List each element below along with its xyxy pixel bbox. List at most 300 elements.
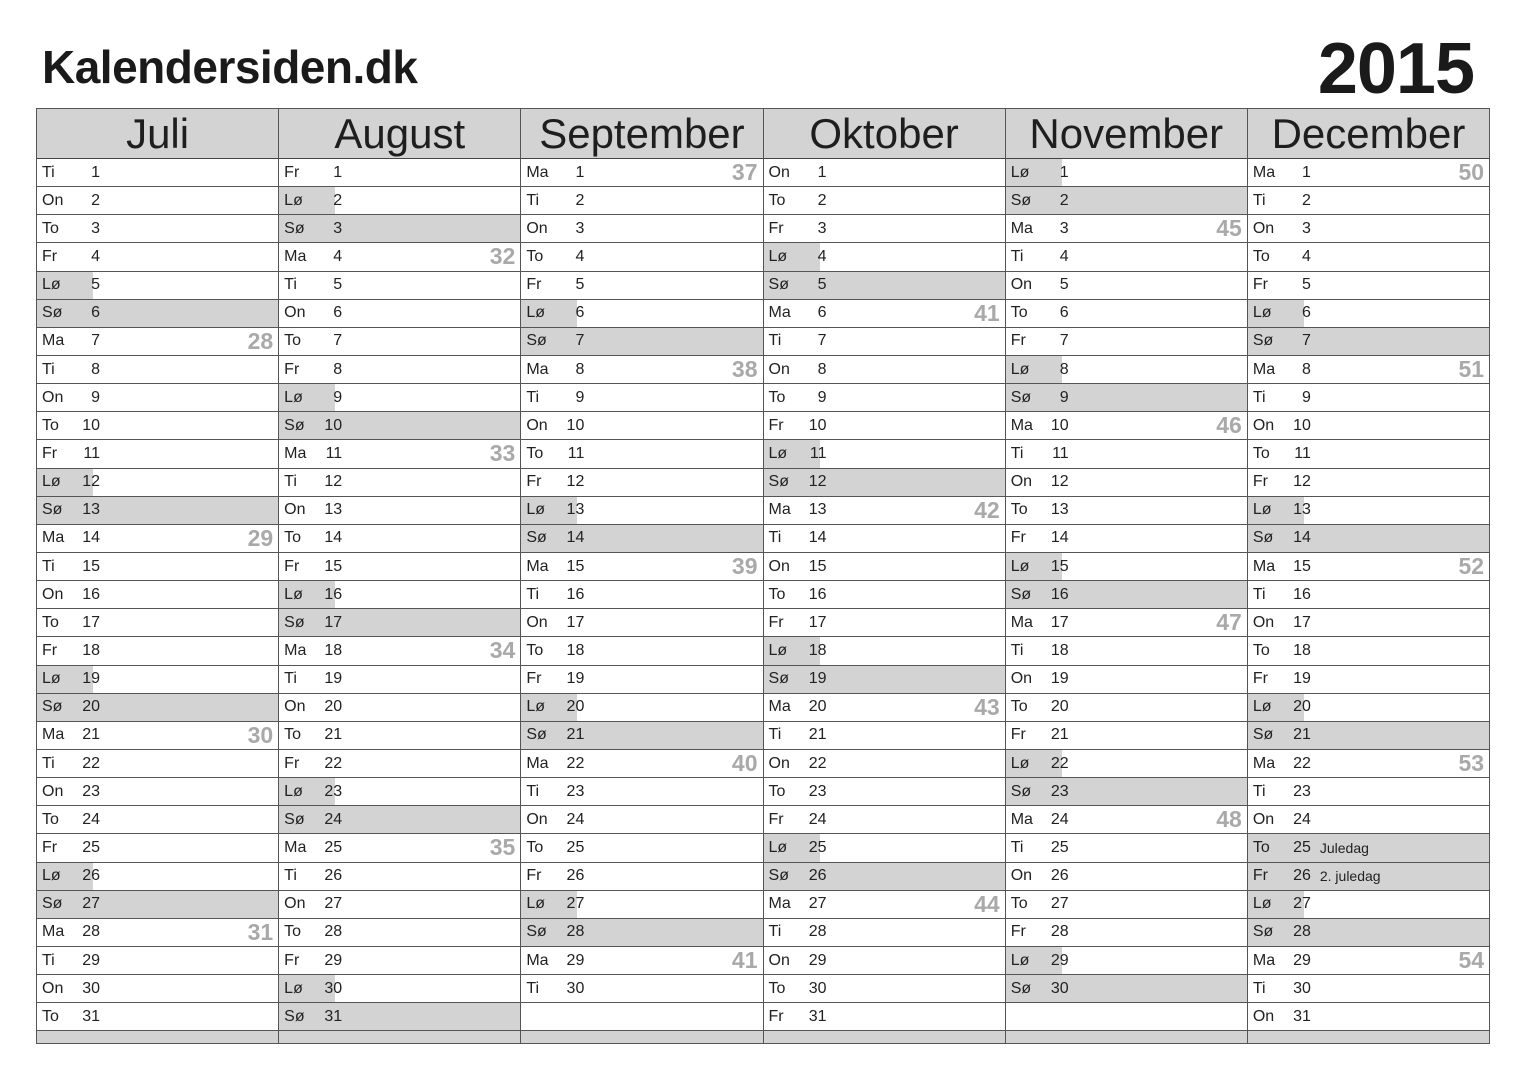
weekday-label: Fr [42,641,58,659]
day-number: 23 [566,782,585,800]
day-row [1248,300,1489,328]
day-number: 12 [82,473,100,491]
day-row [1006,469,1247,497]
day-number: 4 [575,247,585,265]
day-row [1006,215,1247,243]
weekday-label: To [1010,501,1028,519]
day-row [279,440,520,468]
weekday-label: On [768,163,790,181]
weekday-label: Lø [768,838,788,856]
weekday-label: On [284,304,306,322]
day-row [279,891,520,919]
weekday-label: Ma [526,951,549,969]
weekday-label: Ti [1252,585,1266,603]
day-number: 1 [91,163,100,181]
day-number: 15 [324,557,343,575]
weekday-label: Fr [768,810,784,828]
weekday-label: Fr [284,754,300,772]
day-row [1248,215,1489,243]
day-row [521,750,762,778]
day-row [1248,272,1489,300]
day-row [1006,243,1247,271]
day-number: 26 [808,867,827,885]
day-number: 24 [1050,810,1069,828]
day-row [764,806,1005,834]
day-number: 11 [1294,444,1311,462]
day-number: 6 [1059,304,1069,322]
day-row [279,300,520,328]
day-row [764,637,1005,665]
day-number: 20 [808,698,827,716]
day-row [521,300,762,328]
week-number: 30 [247,721,274,748]
day-number: 16 [808,585,827,603]
day-row [37,412,278,440]
weekday-label: Ti [526,388,540,406]
day-row [37,947,278,975]
day-number: 17 [82,613,100,631]
day-number: 7 [1301,332,1311,350]
weekday-label: On [284,895,306,913]
week-number: 43 [974,693,1000,720]
day-row [764,553,1005,581]
weekday-label: Ti [768,332,782,350]
weekday-label: Sø [284,613,305,631]
day-number: 31 [324,1007,343,1025]
day-number: 17 [566,613,585,631]
day-row [521,440,762,468]
day-number: 24 [82,810,100,828]
weekday-label: On [1010,276,1033,294]
day-row [1006,581,1247,609]
weekday-label: Ma [768,698,791,716]
month-column-november [1006,109,1248,1043]
weekday-label: On [1252,613,1275,631]
day-number: 29 [82,951,100,969]
day-number: 23 [324,782,343,800]
week-number: 41 [731,947,758,973]
day-row [1006,666,1247,694]
day-number: 25 [1293,838,1311,856]
footer-strip [279,1031,520,1043]
holiday-note: Juledag [1319,839,1369,856]
day-row [279,525,520,553]
day-row [764,328,1005,356]
weekday-label: Ti [768,529,782,547]
day-row [1248,497,1489,525]
weekday-label: Lø [1010,360,1030,378]
day-row [521,863,762,891]
day-row [1006,609,1247,637]
day-number: 20 [1293,698,1311,716]
weekday-label: On [1252,416,1275,434]
weekday-label: Ti [42,951,55,969]
day-number: 10 [1050,416,1069,434]
day-number: 7 [1059,332,1069,350]
weekday-label: Ma [42,726,65,744]
weekday-label: Lø [42,276,61,294]
day-number: 6 [1301,304,1311,322]
day-number: 13 [808,501,827,519]
day-row [37,863,278,891]
day-number: 14 [82,529,100,547]
day-number: 9 [575,388,585,406]
footer-strip [37,1031,278,1043]
day-number: 30 [324,979,343,997]
day-row [279,553,520,581]
day-row [521,919,762,947]
day-number: 13 [1293,501,1311,519]
weekday-label: On [42,979,64,997]
weekday-label: Lø [526,698,546,716]
day-row [521,243,762,271]
day-number: 26 [324,867,343,885]
day-number: 28 [82,923,100,941]
day-row [1006,356,1247,384]
day-number: 6 [91,304,100,322]
weekday-label: Ti [1252,191,1266,209]
day-number: 19 [808,670,827,688]
day-number: 5 [817,276,827,294]
day-number: 30 [82,979,100,997]
day-number: 8 [1059,360,1069,378]
day-row [764,919,1005,947]
empty-row [1006,1003,1247,1031]
day-number: 21 [324,726,343,744]
day-row [1006,863,1247,891]
weekday-label: Sø [1010,585,1032,603]
day-number: 9 [333,388,343,406]
day-number: 9 [817,388,827,406]
day-row [521,834,762,862]
day-row [764,384,1005,412]
weekday-label: To [526,838,544,856]
weekday-label: Ma [768,304,791,322]
day-number: 14 [1050,529,1069,547]
day-row [1248,384,1489,412]
day-row [279,328,520,356]
weekday-label: To [1010,698,1028,716]
day-number: 22 [82,754,100,772]
week-number: 51 [1458,356,1485,383]
weekday-label: Lø [526,895,546,913]
day-row [521,975,762,1003]
day-number: 27 [324,895,343,913]
day-row [764,975,1005,1003]
day-row [37,384,278,412]
day-number: 15 [82,557,100,575]
calendar-grid [36,108,1490,1044]
weekday-label: Lø [1010,951,1030,969]
day-row [764,243,1005,271]
day-row [764,215,1005,243]
month-header: Juli [37,109,278,159]
week-number: 28 [247,327,274,354]
day-number: 12 [324,473,343,491]
weekday-label: Ma [526,163,549,181]
day-row [37,834,278,862]
month-column-december [1248,109,1489,1043]
footer-strip [1006,1031,1247,1043]
day-number: 16 [1293,585,1311,603]
day-row [37,243,278,271]
weekday-label: Fr [284,557,300,575]
day-row [764,469,1005,497]
day-row [521,778,762,806]
day-row [37,919,278,947]
day-number: 26 [1293,867,1311,885]
day-row [37,328,278,356]
day-row [764,581,1005,609]
weekday-label: On [1252,1007,1275,1025]
weekday-label: Lø [1252,698,1272,716]
week-number: 46 [1216,412,1242,439]
day-number: 20 [82,698,100,716]
weekday-label: Ti [42,754,55,772]
weekday-label: Fr [768,613,784,631]
day-number: 9 [91,388,100,406]
day-row [37,356,278,384]
day-number: 24 [1293,810,1311,828]
weekday-label: Ma [1010,219,1033,237]
day-row [279,919,520,947]
day-row [521,215,762,243]
day-number: 25 [324,838,343,856]
weekday-label: Lø [1010,754,1030,772]
weekday-label: Lø [284,191,303,209]
day-number: 7 [333,332,343,350]
weekday-label: Ma [1252,360,1276,378]
day-number: 7 [91,332,100,350]
day-row [1248,919,1489,947]
day-number: 14 [566,529,585,547]
weekday-label: Fr [1010,332,1026,350]
weekday-label: On [42,585,64,603]
month-column-september [521,109,763,1043]
day-number: 6 [575,304,585,322]
day-number: 8 [91,360,100,378]
day-number: 20 [1050,698,1069,716]
day-row [1006,778,1247,806]
week-number: 32 [489,243,516,270]
day-row [521,469,762,497]
day-number: 11 [83,444,100,462]
weekday-label: Lø [768,444,788,462]
day-number: 28 [1050,923,1069,941]
day-row [764,778,1005,806]
weekday-label: Fr [42,247,58,265]
day-row [1248,666,1489,694]
day-number: 17 [1050,613,1069,631]
day-row [1006,497,1247,525]
week-number: 38 [731,356,758,383]
day-number: 29 [1050,951,1069,969]
day-number: 2 [1301,191,1311,209]
day-row [37,609,278,637]
weekday-label: Lø [284,979,303,997]
day-row [1006,694,1247,722]
day-number: 31 [1293,1007,1311,1025]
day-row [37,806,278,834]
weekday-label: Ma [284,247,307,265]
weekday-label: Ti [1010,247,1024,265]
day-number: 23 [1050,782,1069,800]
week-number: 35 [489,834,516,861]
day-number: 7 [575,332,585,350]
day-row [37,1003,278,1031]
day-row [279,412,520,440]
weekday-label: To [42,416,59,434]
day-row [764,834,1005,862]
day-number: 10 [324,416,343,434]
weekday-label: Ti [1010,838,1024,856]
day-number: 1 [575,163,585,181]
weekday-label: To [42,613,59,631]
day-row [1006,384,1247,412]
weekday-label: To [1252,838,1270,856]
day-number: 24 [324,810,343,828]
week-number: 52 [1458,553,1485,580]
day-row [37,722,278,750]
day-number: 18 [566,641,585,659]
day-number: 17 [808,613,827,631]
day-row [279,215,520,243]
day-number: 8 [1301,360,1311,378]
day-row [521,609,762,637]
weekday-label: Ma [526,754,549,772]
weekday-label: To [42,810,59,828]
day-number: 4 [817,247,827,265]
weekday-label: Ti [284,670,297,688]
weekday-label: Lø [768,247,788,265]
day-row [1248,412,1489,440]
day-number: 30 [1050,979,1069,997]
weekday-label: Ma [1010,613,1033,631]
weekday-label: To [42,219,59,237]
day-number: 16 [324,585,343,603]
weekday-label: On [42,782,64,800]
weekday-label: Lø [284,585,303,603]
weekday-label: Lø [1252,895,1272,913]
day-row [1006,272,1247,300]
day-number: 13 [324,501,343,519]
day-number: 12 [566,473,585,491]
weekday-label: To [768,191,786,209]
day-row [521,553,762,581]
day-row [279,975,520,1003]
day-number: 22 [1050,754,1069,772]
day-number: 27 [1293,895,1311,913]
day-row [279,609,520,637]
day-number: 15 [566,557,585,575]
day-row [279,834,520,862]
weekday-label: Fr [1252,276,1268,294]
day-row [764,1003,1005,1031]
day-row [521,581,762,609]
weekday-label: Fr [768,219,784,237]
day-number: 2 [91,191,100,209]
day-row [1248,975,1489,1003]
weekday-label: Lø [1010,163,1030,181]
weekday-label: Ma [42,332,65,350]
day-row [1248,722,1489,750]
day-number: 21 [1050,726,1069,744]
footer-strip [764,1031,1005,1043]
weekday-label: Sø [284,416,305,434]
weekday-label: Fr [526,670,542,688]
weekday-label: Ma [1010,810,1033,828]
week-number: 39 [731,553,758,580]
day-row [764,750,1005,778]
weekday-label: Lø [526,501,546,519]
day-number: 2 [817,191,827,209]
weekday-label: Sø [42,698,63,716]
week-number: 48 [1216,806,1242,833]
weekday-label: Fr [526,473,542,491]
weekday-label: Fr [526,276,542,294]
day-number: 31 [808,1007,827,1025]
day-number: 28 [808,923,827,941]
weekday-label: Sø [1010,388,1032,406]
day-number: 27 [808,895,827,913]
weekday-label: Sø [1010,191,1032,209]
day-number: 5 [575,276,585,294]
day-number: 4 [1301,247,1311,265]
day-number: 27 [566,895,585,913]
day-row [1248,778,1489,806]
day-number: 14 [1293,529,1311,547]
weekday-label: On [1252,810,1275,828]
weekday-label: On [284,501,306,519]
weekday-label: Fr [1010,923,1026,941]
weekday-label: Ti [526,191,540,209]
weekday-label: To [526,641,544,659]
day-row [1006,947,1247,975]
day-number: 10 [808,416,827,434]
weekday-label: Fr [768,1007,784,1025]
week-number: 47 [1216,609,1242,636]
day-number: 22 [324,754,343,772]
day-number: 11 [809,444,827,462]
day-row [279,694,520,722]
weekday-label: Ti [42,163,55,181]
day-row [37,159,278,187]
day-row [764,300,1005,328]
day-number: 18 [82,641,100,659]
day-number: 3 [1059,219,1069,237]
weekday-label: Sø [526,923,547,941]
weekday-label: Ti [526,585,540,603]
weekday-label: Lø [1010,557,1030,575]
day-row [279,356,520,384]
weekday-label: On [526,810,548,828]
day-row [37,891,278,919]
weekday-label: To [768,585,786,603]
day-row [1248,553,1489,581]
day-number: 25 [808,838,827,856]
day-row [37,581,278,609]
day-number: 2 [1059,191,1069,209]
day-row [37,469,278,497]
weekday-label: Sø [42,501,63,519]
day-number: 29 [1293,951,1311,969]
week-number: 34 [489,637,516,664]
day-number: 9 [1301,388,1311,406]
week-number: 41 [974,299,1000,326]
day-number: 19 [1050,670,1069,688]
month-header: December [1248,109,1489,159]
day-number: 18 [808,641,827,659]
